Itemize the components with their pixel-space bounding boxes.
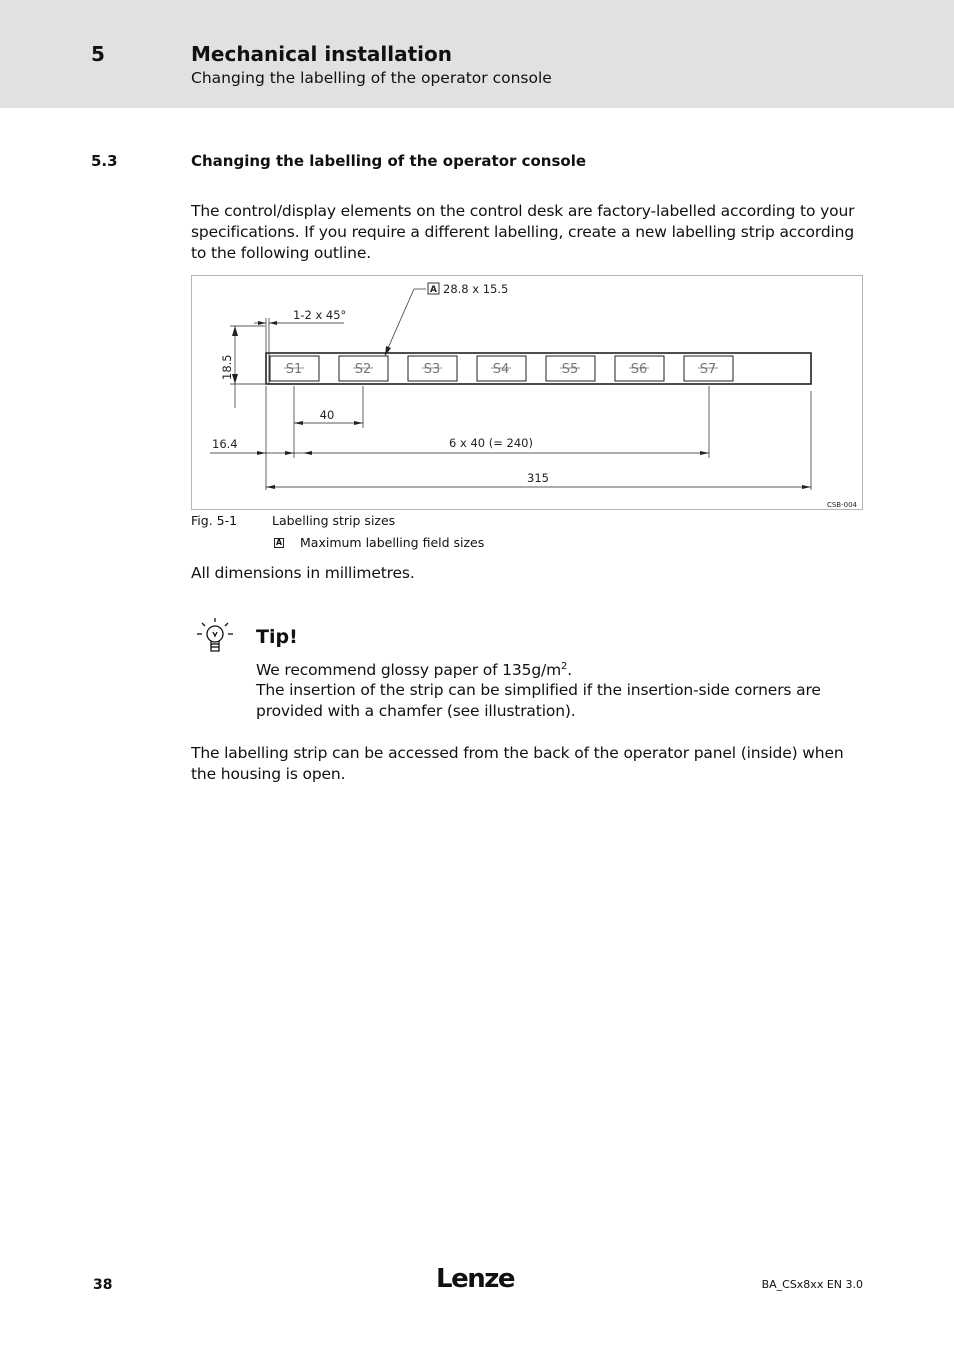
field-label: S2 [354,362,372,377]
field-label: S7 [699,362,717,377]
legend-letter-box: A [275,538,283,547]
field-label: S5 [561,362,579,377]
chapter-title: Mechanical installation [191,42,452,66]
lenze-logo: Lenze [436,1264,514,1294]
lightbulb-icon [196,616,236,660]
chapter-subtitle: Changing the labelling of the operator console [191,69,552,87]
chapter-number: 5 [91,42,105,66]
field-label: S1 [285,362,303,377]
pitch-label: 40 [319,408,335,422]
total-label: 315 [527,471,549,485]
legend-text: Maximum labelling field sizes [300,535,485,550]
callout-letter: A [430,285,437,295]
section-title: Changing the labelling of the operator console [191,152,587,170]
offset-label: 16.4 [212,437,238,451]
tip-line-1: We recommend glossy paper of $135g/m^2$. [256,661,573,680]
callout-label: 28.8 x 15.5 [443,282,509,296]
section-number: 5.3 [91,152,118,170]
units-note: All dimensions in millimetres. [191,564,415,582]
field-label: S3 [423,362,441,377]
tip-title: Tip! [256,626,298,648]
figure-number: Fig. 5-1 [191,513,238,528]
span-label: 6 x 40 (= 240) [449,436,533,450]
field-label: S4 [492,362,510,377]
page-number: 38 [93,1277,113,1293]
closing-paragraph: The labelling strip can be accessed from the back of the operator panel (inside) when the housing is open. [191,744,844,783]
figure-code: CSB-004 [826,501,857,509]
header-band [0,0,954,108]
figure-title: Labelling strip sizes [272,513,396,528]
strip-outline [266,353,811,384]
tip-superscript: 2 [561,661,568,672]
labelling-strip-figure [191,275,863,510]
field-label: S6 [630,362,648,377]
chamfer-label: 1-2 x 45° [293,308,347,322]
strip-drawing [192,276,864,511]
tip-line-2: The insertion of the strip can be simplified if the insertion-side corners are provided with a chamfer (see illustration). [256,681,821,720]
height-label: 18.5 [220,354,234,380]
intro-paragraph: The control/display elements on the control desk are factory-labelled according to your specifications. If you require a different labelling, create a new labelling strip according to the following outline. [191,202,855,262]
document-id: BA_CSx8xx EN 3.0 [761,1278,863,1291]
